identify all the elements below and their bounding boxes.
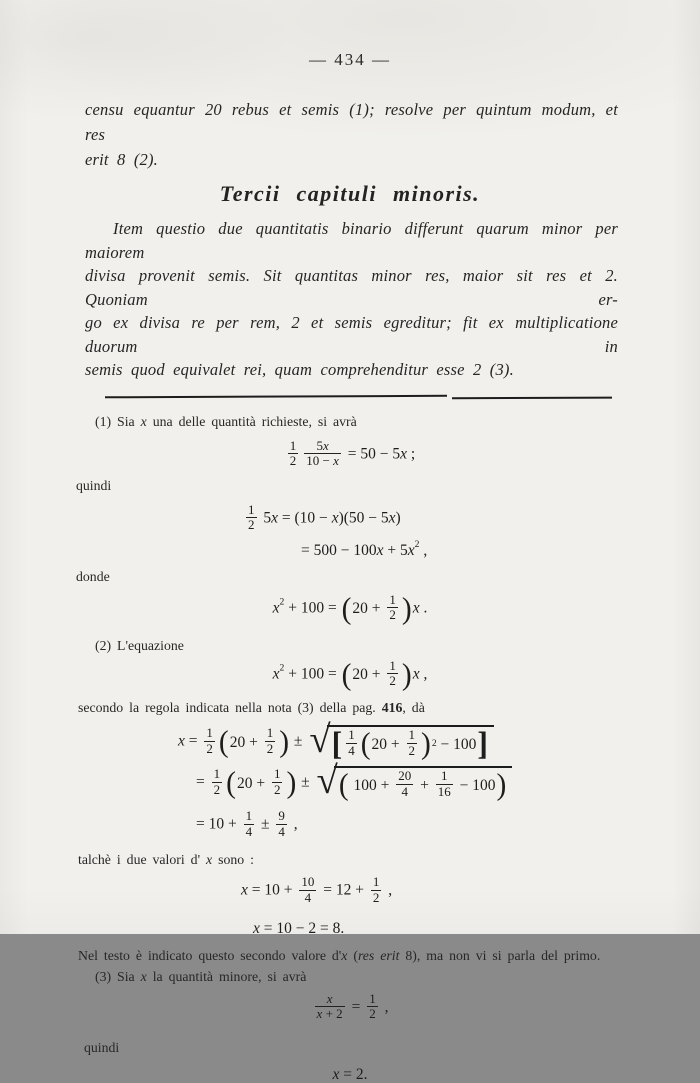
math-token: 4 (348, 742, 355, 758)
math-token: + 100 = (284, 665, 341, 683)
math-token (436, 769, 453, 799)
math-token (315, 992, 345, 1007)
math-token (265, 726, 276, 756)
math-token: x (140, 968, 147, 984)
math-superscript: 2 (279, 596, 285, 608)
math-token (396, 784, 413, 800)
math-token: 4 (401, 783, 409, 799)
math-token: x (140, 413, 147, 429)
formula-line (0, 657, 700, 692)
math-token: una delle quantità richieste, si avrà (146, 413, 357, 429)
math-token: 2 (372, 889, 380, 905)
math-token: ) (395, 509, 401, 527)
math-token: 1 (273, 766, 281, 782)
math-token: 1 (348, 727, 355, 743)
math-token (204, 726, 215, 741)
math-token: 2 (389, 673, 396, 689)
math-token (367, 992, 378, 1007)
math-token (316, 758, 513, 802)
math-token: = 50 − 5 (343, 445, 401, 463)
math-token (346, 728, 357, 743)
footnote-1-intro (95, 413, 640, 431)
math-token: x (407, 541, 415, 559)
math-token: (1) Sia (95, 413, 141, 429)
math-token: = 2. (339, 1065, 368, 1083)
math-token: 20 (398, 768, 412, 784)
math-token: ) (496, 768, 507, 802)
math-token (218, 727, 290, 757)
paragraph-line: divisa provenit semis. Sit quantitas minor res, maior sit res et 2. Quoniam er- (85, 266, 618, 309)
math-token: 2 (266, 740, 274, 756)
connector-word: quindi (76, 477, 112, 493)
math-token: + 5 (383, 541, 408, 559)
math-token: 1 (289, 437, 297, 453)
formula-line (196, 810, 700, 840)
math-token: ( (347, 947, 358, 963)
formula-line (0, 1066, 700, 1083)
math-token (338, 770, 508, 800)
math-token (387, 607, 398, 623)
math-token: 1 (245, 808, 253, 824)
math-token: + 2 (322, 1006, 343, 1022)
math-token (396, 769, 413, 784)
math-token: ( (341, 658, 352, 692)
math-token: 5 (259, 509, 272, 527)
math-superscript: 2 (431, 737, 437, 749)
math-token: x (388, 509, 396, 527)
math-token (371, 890, 382, 906)
math-token (288, 439, 299, 454)
math-token (387, 659, 398, 674)
connector-word: donde (76, 568, 110, 584)
math-token: ) (279, 725, 290, 759)
math-token: = (196, 773, 209, 791)
math-token (246, 503, 257, 533)
math-token: 1 (408, 727, 416, 743)
math-token: x (322, 437, 329, 453)
math-token (304, 439, 341, 469)
math-token: x (326, 990, 333, 1006)
math-token: 2 (389, 607, 396, 623)
math-token: x (400, 445, 408, 463)
math-token: , (380, 998, 389, 1016)
math-token (407, 728, 418, 743)
math-token (346, 728, 357, 758)
formula-line (178, 717, 700, 762)
math-token (212, 782, 223, 798)
math-token: 20 + (352, 600, 385, 618)
math-token (436, 784, 453, 800)
math-token: x (241, 882, 248, 900)
math-token (204, 741, 215, 757)
math-token: secondo la regola indicata nella nota (3) della pag. (78, 700, 382, 716)
math-token (315, 1006, 345, 1022)
formula-line (196, 758, 700, 802)
radical-sign: √ (309, 717, 331, 761)
math-token: 5 (316, 437, 323, 453)
math-token (244, 809, 255, 839)
math-token: − 100 (455, 776, 496, 794)
math-token (299, 875, 316, 905)
math-token: ( (341, 592, 352, 626)
math-token: = (184, 732, 202, 750)
math-token (265, 726, 276, 741)
math-token (288, 439, 299, 469)
math-superscript: 2 (414, 538, 420, 550)
math-token: x (253, 919, 260, 937)
math-token: 4 (245, 823, 253, 839)
math-token: x (412, 665, 420, 683)
math-token: 416 (381, 700, 403, 716)
math-token: = 10 + (196, 815, 241, 833)
footnote-2-intro: (2) L'equazione (95, 637, 184, 653)
math-token (288, 453, 299, 469)
math-token: 1 (372, 874, 380, 890)
math-token (407, 743, 418, 759)
math-token (341, 657, 413, 692)
math-token: talchè i due valori d' (78, 852, 207, 868)
math-token: = 12 + (319, 882, 368, 900)
paragraph-line: go ex divisa re per rem, 2 et semis egreditur; fit ex multiplicatione duorum in (85, 313, 618, 356)
math-token: 2 (213, 781, 221, 797)
formula-line (0, 990, 700, 1023)
math-token: ( (226, 766, 236, 800)
math-token (334, 766, 513, 800)
footnote-2-text (78, 947, 670, 965)
math-token: ) (286, 766, 297, 800)
math-token: 2 (369, 1006, 376, 1022)
math-token: 8), ma non vi si parla del primo. (399, 947, 601, 963)
math-token: (3) Sia (95, 968, 141, 984)
math-token: 4 (278, 823, 285, 839)
math-token: x (332, 1065, 340, 1083)
math-token: ) (421, 727, 431, 761)
math-token: 1 (213, 766, 221, 782)
math-token: ] (477, 725, 488, 762)
math-token (367, 992, 378, 1022)
divider-segment (452, 396, 612, 399)
paragraph-line: Item questio due quantitatis binario differunt quarum minor per maiorem (85, 219, 618, 262)
math-token (327, 725, 494, 762)
math-token: x (341, 947, 348, 963)
math-token: = (347, 998, 365, 1016)
math-token (225, 768, 297, 798)
math-token: 20 + (229, 733, 262, 751)
math-token (387, 673, 398, 689)
math-token (265, 741, 276, 757)
body-text-line: erit 8 (2). (85, 150, 158, 169)
math-token (341, 591, 413, 626)
math-superscript: 2 (279, 662, 285, 674)
math-token: 2 (248, 517, 255, 533)
math-token: ) (401, 592, 412, 626)
math-token: x (376, 541, 384, 559)
math-token: sono : (212, 852, 254, 868)
math-token: 1 (206, 725, 213, 741)
math-token: = (10 − (278, 509, 332, 527)
math-token: , (419, 665, 428, 683)
math-token: 2 (273, 781, 281, 797)
math-token: 20 + (371, 735, 404, 753)
math-token: [ (331, 725, 343, 762)
math-token: x (272, 599, 280, 617)
math-token: = 500 − 100 (301, 541, 377, 559)
math-token: 4 (304, 889, 312, 905)
body-text-line: censu equantur 20 rebus et semis (1); resolve per quintum modum, et res (85, 100, 618, 144)
footnote-3-intro (95, 968, 640, 986)
math-token (387, 659, 398, 689)
math-token: ; (407, 445, 416, 463)
math-token: ( (360, 727, 371, 761)
math-token: 20 + (236, 774, 269, 792)
math-token: 10 (301, 874, 315, 890)
math-token (387, 593, 398, 623)
math-token: + (416, 776, 433, 794)
connector-word: quindi (84, 1039, 120, 1055)
math-token (299, 890, 316, 906)
math-token: x (412, 599, 420, 617)
formula-line (241, 876, 700, 906)
math-token (367, 1006, 378, 1022)
math-token: − 100 (436, 735, 477, 753)
math-token (276, 824, 287, 840)
math-token (360, 729, 432, 759)
math-token: 1 (266, 725, 274, 741)
math-token (246, 503, 257, 518)
footnote-2-text (78, 851, 640, 869)
math-token (272, 767, 283, 782)
math-token (304, 453, 341, 469)
math-token: 100 + (349, 776, 394, 794)
math-token (212, 767, 223, 797)
math-token: , (419, 541, 428, 559)
math-token: 1 (369, 990, 376, 1006)
math-token (246, 517, 257, 533)
math-token (387, 593, 398, 608)
math-token: ± (290, 732, 307, 750)
math-token: x (178, 732, 185, 750)
math-token: 2 (408, 742, 416, 758)
math-token: + 100 = (284, 599, 341, 617)
math-token (272, 767, 283, 797)
formula-line (0, 437, 700, 470)
formula-line (243, 501, 700, 534)
paragraph-line: semis quod equivalet rei, quam comprehenditur esse 2 (3). (85, 360, 514, 379)
math-token: x (272, 665, 280, 683)
math-token (346, 743, 357, 759)
math-token (304, 439, 341, 454)
math-token: x (271, 509, 279, 527)
math-token: la quantità minore, si avrà (146, 968, 307, 984)
math-token (212, 767, 223, 782)
math-token: x (333, 453, 339, 469)
math-token (436, 769, 453, 784)
math-token: ± (297, 773, 314, 791)
math-token (244, 824, 255, 840)
math-token: 2 (206, 740, 213, 756)
math-token (309, 717, 494, 762)
math-token: 20 + (352, 666, 385, 684)
math-token (299, 875, 316, 890)
math-token: ± (257, 815, 274, 833)
math-token: res erit (357, 947, 400, 963)
math-token (396, 769, 413, 799)
math-token: 10 − (306, 453, 334, 469)
math-token: ( (218, 725, 229, 759)
radical-sign: √ (316, 758, 338, 802)
math-token: 1 (441, 768, 448, 784)
math-token: Nel testo è indicato questo secondo valore d' (78, 947, 342, 963)
footnote-divider (105, 393, 700, 402)
math-token: , (384, 882, 393, 900)
math-token (276, 809, 287, 839)
math-token (371, 875, 382, 905)
math-token (331, 725, 489, 762)
math-token (204, 726, 215, 756)
math-token: 1 (248, 501, 255, 517)
math-token (272, 782, 283, 798)
math-token: = 10 − 2 = 8. (259, 919, 345, 937)
math-token: 2 (289, 453, 297, 469)
math-token (315, 992, 345, 1022)
formula-line (0, 591, 700, 626)
math-token: ( (338, 768, 349, 802)
math-token: , dà (402, 700, 425, 716)
math-token: x (206, 852, 213, 868)
math-token: 16 (437, 783, 451, 799)
math-token (276, 809, 287, 824)
math-token: , (289, 815, 298, 833)
math-token: = 10 + (247, 882, 297, 900)
footnote-2-text (78, 699, 640, 717)
formula-line (301, 540, 700, 559)
formula-line (253, 920, 700, 937)
math-token: x (316, 1006, 323, 1022)
math-token: ) (401, 658, 412, 692)
math-token: )(50 − 5 (338, 509, 389, 527)
math-token: 9 (278, 808, 285, 824)
math-token: 1 (389, 657, 396, 673)
math-token (371, 875, 382, 890)
math-token: . (419, 599, 428, 617)
math-token (407, 728, 418, 758)
math-token: x (331, 509, 339, 527)
math-token: 1 (389, 591, 396, 607)
math-token (244, 809, 255, 824)
page-number: — 434 — (309, 50, 391, 69)
section-heading: Tercii capituli minoris. (219, 181, 481, 206)
divider-segment (105, 394, 447, 397)
